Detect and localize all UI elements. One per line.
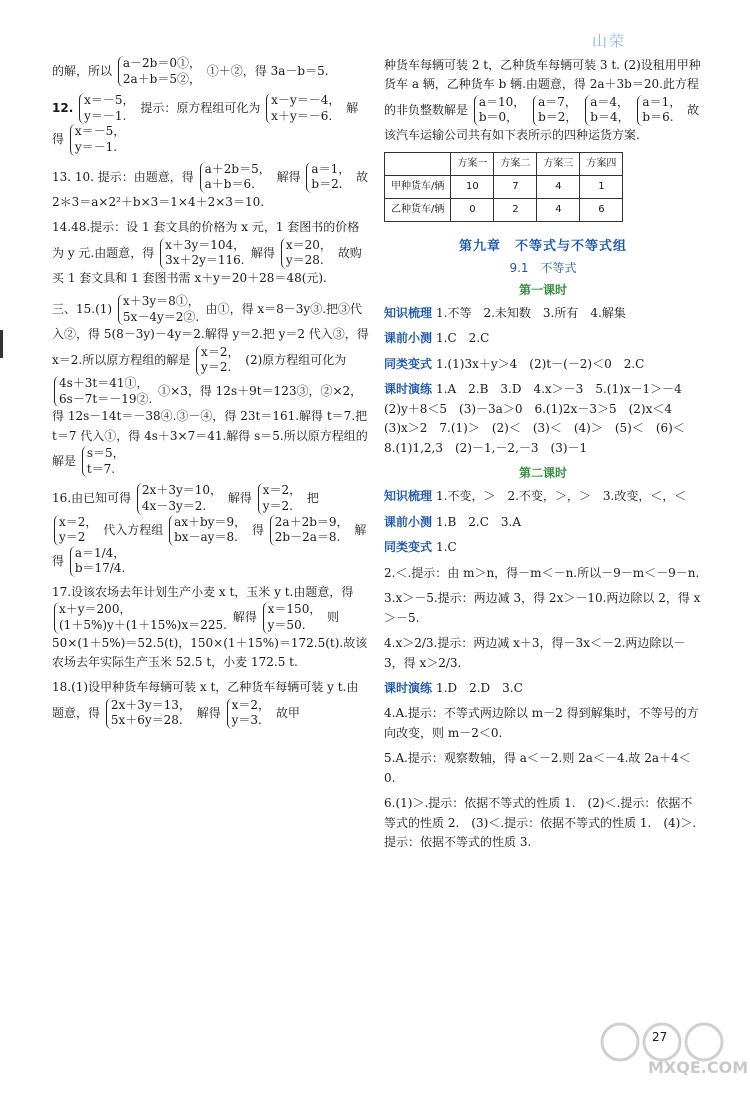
m7: 课时演练 1.D 2.D 3.C — [384, 680, 523, 695]
m3: 同类变式 1.C — [384, 540, 457, 555]
right-column — [384, 56, 702, 858]
lesson-title-2: 第二课时 — [518, 466, 567, 481]
lesson-title-1: 第一课时 — [518, 282, 567, 297]
k2: 课前小测 1.C 2.C — [384, 331, 490, 346]
m1: 知识梳理 1.不变，＞ 2.不变，＞，＞ 3.改变，＜，＜ — [384, 489, 687, 504]
m8: 4.A.提示：不等式两边除以 m－2 得到解集时，不等号的方向改变，则 m－2＜0. — [384, 706, 699, 740]
q14: 14.48.提示：设 1 套文具的价格为 x 元，1 套图书的价格为 y 元.由题意，得 x＋3y＝104， 3x＋2y＝116. 解得 x＝20， y＝28. 故购买 1 套文具和 1 套图书需 x＋y＝20＋28＝48(元). — [52, 220, 362, 285]
table-row: 乙种货车/辆 0 2 4 6 — [385, 198, 623, 221]
plan-table — [384, 152, 623, 223]
q13: 13. 10. 提示：由题意，得 a＋2b＝5， a＋b＝6. 解得 a＝1， b＝2. 故 2＊3＝a×2²＋b×3＝1×4＋2×3＝10. — [52, 161, 369, 209]
q18-cont: 种货车每辆可装 2 t，乙种货车每辆可装 3 t. (2)设租用甲种货车 a 辆，乙种货车 b 辆.由题意，得 2a＋3b＝20.此方程的非负整数解是 a＝10， b＝0， a＝7， b＝2， a＝4， b＝4， a＝1， b＝6. 故该汽车运输公司共有如下表所示的四种运货方案. — [384, 58, 701, 143]
k4: 课时演练 1.A 2.B 3.D 4.x＞－3 5.(1)x－1＞－4 (2)y＋8＜5 (3)－3a＞0 6.(1)2x－3＞5 (2)x＜4 (3)x＞2 7.(1)＞ (2)＜ (3)＜ (4)＞ (5)＜ (6)＜ 8.(1)1,2,3 (2)－1,－2,－3 (3)－1 — [384, 382, 697, 455]
watermark-text: MXQE.COM — [648, 1058, 749, 1077]
margin-mark — [0, 330, 3, 358]
chapter-title: 第九章 不等式与不等式组 — [458, 239, 627, 255]
m4: 2.＜.提示：由 m＞n，得－m＜－n.所以－9－m＜－9－n. — [384, 565, 700, 580]
q15: 三、15.(1) x＋3y＝8①， 5x－4y＝2②. 由①，得 x＝8－3y③.把③代入②，得 5(8－3y)－4y＝2.解得 y＝2.把 y＝2 代入③，得 x＝2.所以原方程组的解是 x＝2， y＝2. (2)原方程组可化为 4s＋3t＝41①， 6s－7t＝－19②. ①×3，得 12s＋9t＝123③，②×2，得 12s－14t＝－38④.③－④，得 23t＝161.解得 t＝7.把 t＝7 代入①，得 4s＋3×7＝41.解得 s＝5.所以原方程组的解是 s＝5， t＝7. — [52, 294, 369, 476]
k1: 知识梳理 1.不等 2.未知数 3.所有 4.解集 — [384, 305, 626, 320]
table-header-row: 方案一 方案二 方案三 方案四 — [385, 152, 623, 175]
m5: 3.x＞－5.提示：两边减 3，得 2x＞－10.两边除以 2，得 x＞－5. — [384, 591, 701, 625]
m2: 课前小测 1.B 2.C 3.A — [384, 514, 522, 529]
left-column — [52, 56, 370, 735]
header-logo: 山荣 — [592, 32, 627, 50]
m10: 6.(1)＞.提示：依据不等式的性质 1. (2)＜.提示：依据不等式的性质 2. (3)＜.提示：依据不等式的性质 1. (4)＞.提示：依据不等式的性质 3. — [384, 796, 697, 850]
left-para-1: 的解，所以 a－2b＝0①， 2a＋b＝5②， ①＋②，得 3a－b＝5. — [52, 56, 329, 86]
m6: 4.x＞2/3.提示：两边减 x＋3，得－3x＜－2.两边除以－3，得 x＞2/3. — [384, 636, 686, 670]
q12: 12. x＝－5， y＝－1. 提示：原方程组可化为 x－y＝－4， x＋y＝－6. 解得 x＝－5， y＝－1. — [52, 93, 359, 154]
system: a－2b＝0①， 2a＋b＝5②， — [118, 56, 201, 87]
page-number: 27 — [652, 1030, 668, 1044]
q18: 18.(1)设甲种货车每辆可装 x t，乙种货车每辆可装 y t.由题意，得 2x＋3y＝13， 5x＋6y＝28. 解得 x＝2， y＝3. 故甲 — [52, 680, 359, 728]
k3: 同类变式 1.(1)3x＋y＞4 (2)t－(－2)＜0 2.C — [384, 356, 645, 371]
table-row: 甲种货车/辆 10 7 4 1 — [385, 175, 623, 198]
q17: 17.设该农场去年计划生产小麦 x t，玉米 y t.由题意，得 x＋y＝200， (1＋5%)y＋(1＋15%)x＝225. 解得 x＝150， y＝50. 则 50×(1＋5%)＝52.5(t)，150×(1＋15%)＝172.5(t).故该农场去年实际生产玉米 52.5 t，小麦 172.5 t. — [52, 584, 368, 669]
m9: 5.A.提示：观察数轴，得 a＜－2.则 2a＜－4.故 2a＋4＜0. — [384, 751, 691, 785]
section-title: 9.1 不等式 — [509, 261, 577, 276]
q16: 16.由已知可得 2x＋3y＝10， 4x－3y＝2. 解得 x＝2， y＝2. 把 x＝2， y＝2 代入方程组 ax＋by＝9， bx－ay＝8. 得 2a＋2b＝9， 2b－2a＝8. 解得 a＝1/4， b＝17/4. — [52, 483, 367, 576]
